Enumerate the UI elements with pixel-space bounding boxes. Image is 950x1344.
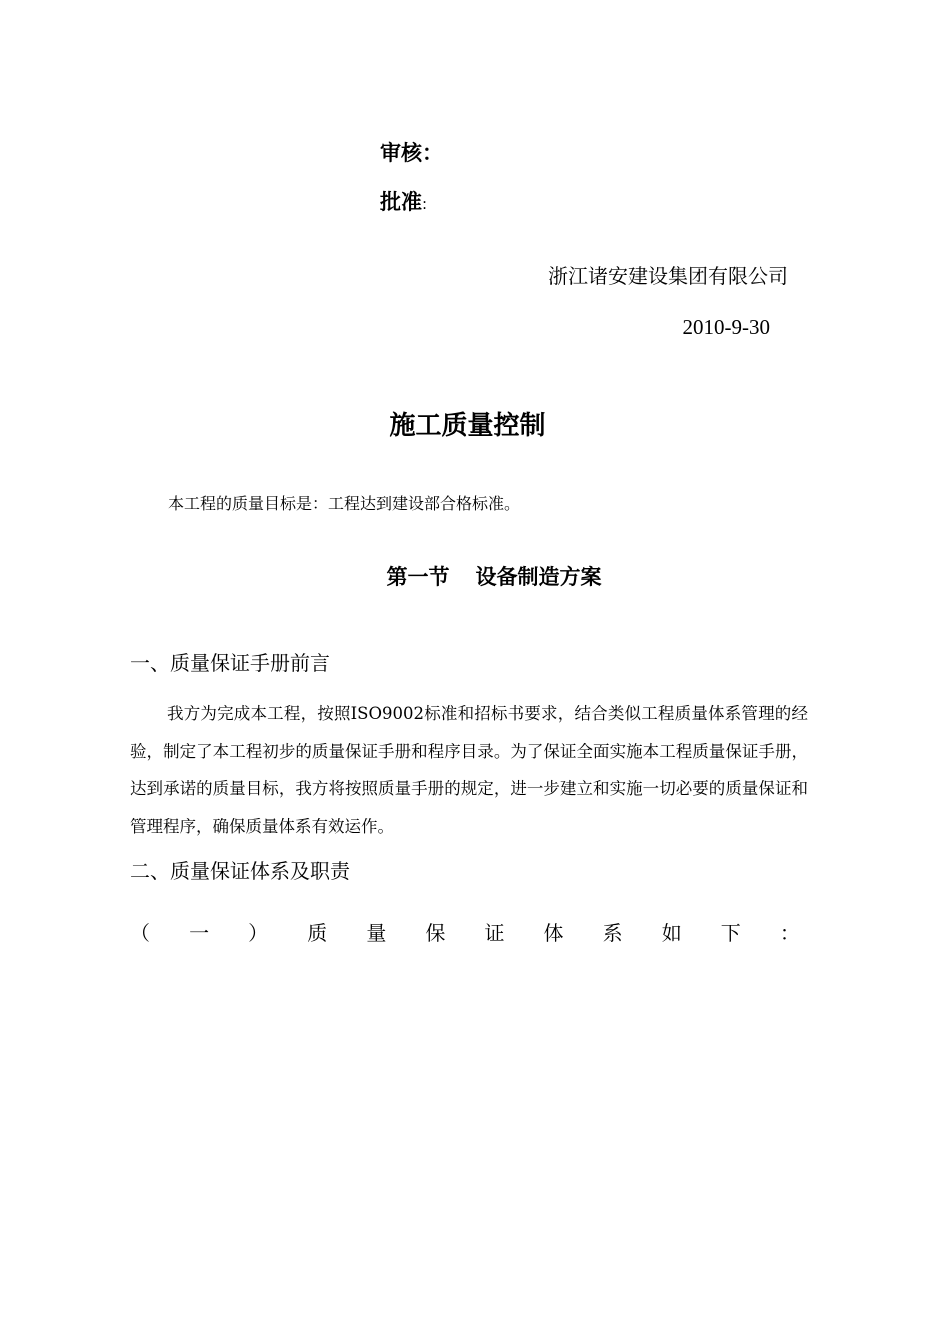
document-date: 2010-9-30	[682, 315, 770, 339]
section-name: 设备制造方案	[475, 565, 602, 589]
heading-quality-manual-preface: 一、质量保证手册前言	[130, 651, 330, 675]
company-name: 浙江诸安建设集团有限公司	[548, 264, 788, 288]
quality-goal-text: 本工程的质量目标是：工程达到建设部合格标准。	[168, 494, 521, 513]
subheading-char: 证	[484, 921, 505, 945]
approve-colon: :	[422, 195, 428, 213]
subheading-char: 保	[425, 921, 446, 945]
document-title: 施工质量控制	[389, 411, 546, 441]
subheading-char: 一	[189, 921, 210, 945]
section-title	[0, 562, 950, 592]
subheading-char: 体	[543, 921, 564, 945]
review-line	[380, 140, 443, 166]
subheading-char: 质	[307, 921, 328, 945]
subheading-char: 下	[720, 921, 741, 945]
section-number: 第一节	[386, 565, 450, 589]
subheading-char: 如	[661, 921, 682, 945]
approve-label: 批准	[380, 190, 422, 214]
approve-line	[380, 189, 427, 217]
review-label: 审核	[380, 141, 422, 165]
subheading-char: ）	[248, 921, 269, 945]
subheading-quality-system	[130, 918, 800, 948]
subheading-char: ：	[779, 921, 800, 945]
subheading-char: 量	[366, 921, 387, 945]
preface-paragraph: 我方为完成本工程，按照ISO9002标准和招标书要求，结合类似工程质量体系管理的经验，制定了本工程初步的质量保证手册和程序目录。为了保证全面实施本工程质量保证手册，达到承诺的质量目标，我方将按照质量手册的规定，进一步建立和实施一切必要的质量保证和管理程序，确保质量体系有效运作。	[130, 704, 808, 836]
heading-quality-system-responsibilities: 二、质量保证体系及职责	[130, 859, 350, 883]
subheading-char: （	[130, 921, 150, 945]
review-colon: ：	[422, 141, 443, 165]
subheading-char: 系	[602, 921, 623, 945]
